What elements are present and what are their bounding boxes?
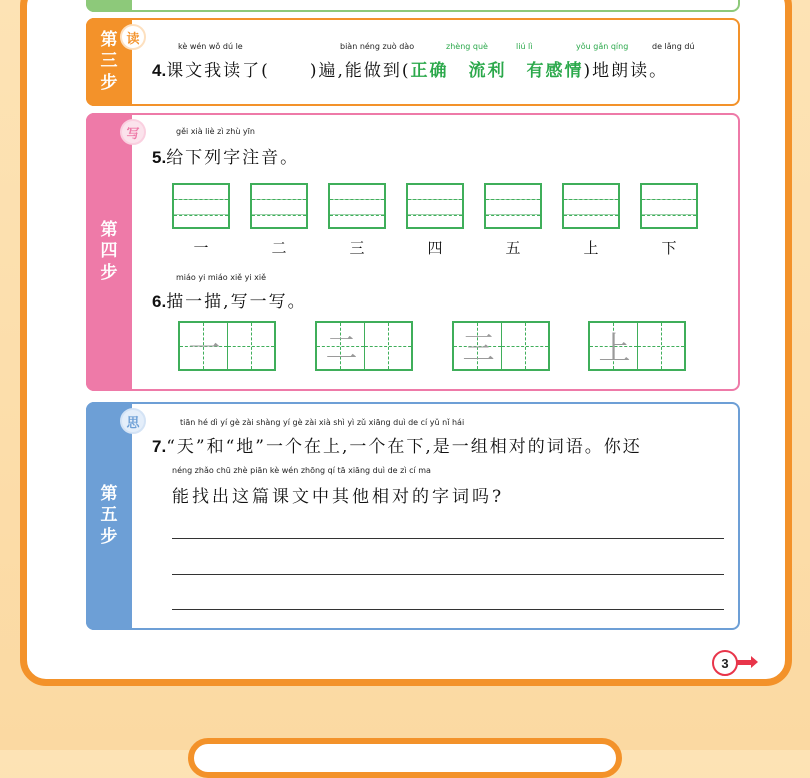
q5-number: 5. <box>152 148 167 167</box>
q6-pinyin: miáo yi miáo xiě yi xiě <box>176 273 267 282</box>
char-label: 一 <box>193 239 209 257</box>
step3-panel <box>86 18 740 106</box>
q4-text-2: )遍,能做到( <box>309 61 411 81</box>
trace-grid-4[interactable] <box>588 321 686 371</box>
pinyin-box-5[interactable] <box>484 183 542 229</box>
pinyin-box-4[interactable] <box>406 183 464 229</box>
q5-text: 给下列字注音。 <box>166 148 300 168</box>
q7-pinyin-2: néng zhǎo chū zhè piān kè wén zhōng qí tā xiāng duì de zì cí ma <box>172 466 431 475</box>
q4-pinyin-b: biàn néng zuò dào <box>340 42 415 51</box>
q4-pinyin-c: zhèng què <box>446 42 488 51</box>
q4-text-1: 课文我读了( <box>166 61 270 81</box>
pinyin-box-2[interactable] <box>250 183 308 229</box>
answer-line-1[interactable] <box>172 538 724 539</box>
q4-option-emotion[interactable]: 有感情 <box>526 61 584 81</box>
char-label: 下 <box>661 239 677 257</box>
page-arrow-icon <box>736 660 752 665</box>
q4-pinyin-a: kè wén wǒ dú le <box>178 42 243 51</box>
pinyin-box-3[interactable] <box>328 183 386 229</box>
page-number: 3 <box>712 650 738 676</box>
question-7-line1 <box>152 432 642 457</box>
write-badge: 写 <box>120 119 146 145</box>
q4-number: 4. <box>152 61 167 80</box>
q4-option-fluent[interactable]: 流利 <box>468 61 507 81</box>
char-label: 四 <box>427 239 443 257</box>
previous-panel-edge <box>86 0 740 12</box>
step3-side-text: 第三步 <box>100 30 118 93</box>
pinyin-box-1[interactable] <box>172 183 230 229</box>
next-card-edge <box>188 738 622 778</box>
q7-text-1: “天”和“地”一个在上,一个在下,是一组相对的词语。你还 <box>166 437 642 457</box>
trace-char: 二 <box>325 329 358 367</box>
step5-panel <box>86 402 740 630</box>
char-label: 五 <box>505 239 521 257</box>
trace-grid-2[interactable] <box>315 321 413 371</box>
char-label: 上 <box>583 239 599 257</box>
step4-side-label <box>86 113 132 391</box>
answer-line-2[interactable] <box>172 574 724 575</box>
q4-pinyin-e: yǒu gǎn qíng <box>576 42 629 51</box>
q4-option-correct[interactable]: 正确 <box>410 61 449 81</box>
trace-char: 上 <box>598 329 631 367</box>
q4-text-3: )地朗读。 <box>583 61 669 81</box>
q6-number: 6. <box>152 292 167 311</box>
char-label: 三 <box>349 239 365 257</box>
q7-number: 7. <box>152 437 167 456</box>
question-6 <box>152 287 307 312</box>
trace-char: 三 <box>462 329 495 367</box>
q5-pinyin: gěi xià liè zì zhù yīn <box>176 127 255 136</box>
step5-side-label <box>86 402 132 630</box>
q7-pinyin-1: tiān hé dì yí gè zài shàng yí gè zài xià shì yì zǔ xiāng duì de cí yǔ nǐ hái <box>180 418 465 427</box>
read-badge: 读 <box>120 24 146 50</box>
pinyin-box-7[interactable] <box>640 183 698 229</box>
previous-panel-side <box>86 0 132 12</box>
trace-grid-1[interactable] <box>178 321 276 371</box>
step4-panel <box>86 113 740 391</box>
q6-text: 描一描,写一写。 <box>166 292 307 312</box>
q4-pinyin-d: liú lì <box>516 42 533 51</box>
think-badge: 思 <box>120 408 146 434</box>
trace-char: 一 <box>188 329 221 367</box>
question-4 <box>152 56 668 81</box>
trace-grid-3[interactable] <box>452 321 550 371</box>
q4-pinyin-f: de lǎng dú <box>652 42 695 51</box>
char-label: 二 <box>271 239 287 257</box>
answer-line-3[interactable] <box>172 609 724 610</box>
step4-side-text: 第四步 <box>100 220 118 283</box>
question-7-line2: 能找出这篇课文中其他相对的字词吗? <box>172 487 505 507</box>
question-5 <box>152 143 299 168</box>
step5-side-text: 第五步 <box>100 484 118 547</box>
pinyin-box-6[interactable] <box>562 183 620 229</box>
